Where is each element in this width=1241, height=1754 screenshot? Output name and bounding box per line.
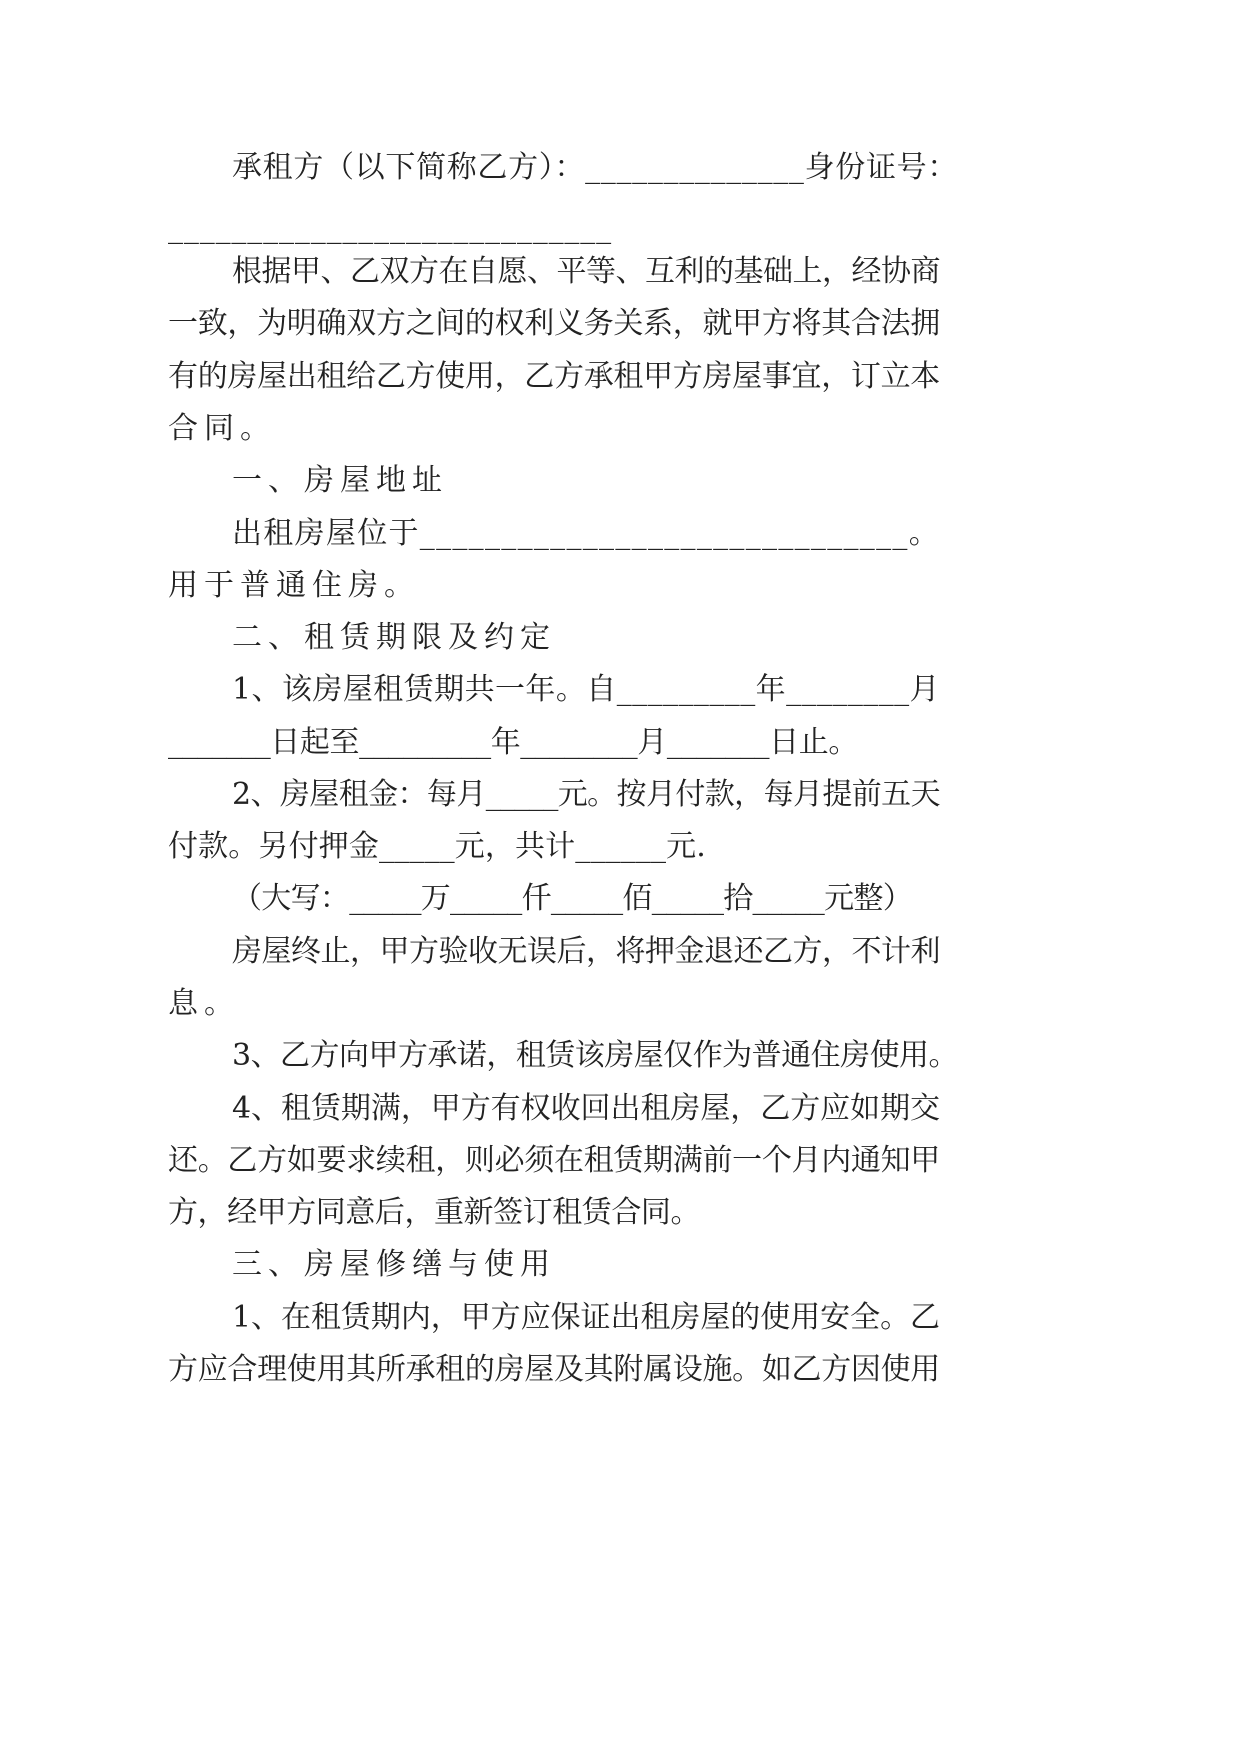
preamble-line-3: 有的房屋出租给乙方使用，乙方承租甲方房屋事宜，订立本 (168, 359, 940, 394)
repair-line-2: 方应合理使用其所承租的房屋及其附属设施。如乙方因使用 (168, 1352, 940, 1387)
deposit-line-1: 房屋终止，甲方验收无误后，将押金退还乙方，不计利 (232, 934, 940, 969)
section-heading-address: 一、房屋地址 (232, 463, 448, 498)
section-heading-term: 二、租赁期限及约定 (232, 620, 556, 655)
tenant-line: 承租方（以下简称乙方）：______________身份证号： (232, 150, 958, 185)
promise-line: 3、乙方向甲方承诺，租赁该房屋仅作为普通住房使用。 (232, 1038, 958, 1073)
preamble-line-2: 一致，为明确双方之间的权利义务关系，就甲方将其合法拥 (168, 306, 940, 341)
expiry-line-1: 4、租赁期满，甲方有权收回出租房屋，乙方应如期交 (232, 1091, 940, 1126)
deposit-line-2: 息。 (168, 986, 240, 1021)
repair-line-1: 1、在租赁期内，甲方应保证出租房屋的使用安全。乙 (232, 1300, 940, 1335)
section-heading-repair: 三、房屋修缮与使用 (232, 1247, 556, 1282)
term-line-1: 1、该房屋租赁期共一年。自_________年________月 (232, 672, 940, 707)
preamble-line-1: 根据甲、乙双方在自愿、平等、互利的基础上，经协商 (232, 254, 940, 289)
id-number-blank-line: ____________________________ (168, 210, 612, 245)
preamble-line-4: 合同。 (168, 411, 276, 446)
term-line-2: _______日起至_________年________月_______日止。 (168, 725, 858, 760)
rent-line-2: 付款。另付押金_____元，共计______元. (168, 829, 706, 864)
amount-in-words-line: （大写：_____万_____仟_____佰_____拾_____元整） (232, 881, 912, 916)
address-line-1: 出租房屋位于______________________________。 (232, 516, 940, 551)
address-line-2: 用于普通住房。 (168, 568, 420, 603)
expiry-line-3: 方，经甲方同意后，重新签订租赁合同。 (168, 1195, 700, 1230)
expiry-line-2: 还。乙方如要求续租，则必须在租赁期满前一个月内通知甲 (168, 1143, 940, 1178)
rent-line-1: 2、房屋租金：每月_____元。按月付款，每月提前五天 (232, 777, 940, 812)
